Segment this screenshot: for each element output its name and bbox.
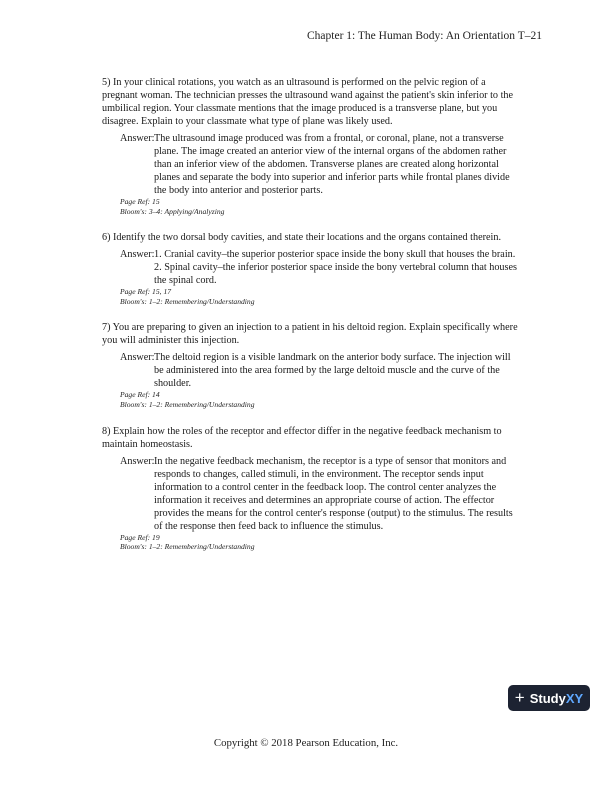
page-ref: Page Ref: 15, 17	[120, 287, 172, 297]
question-list	[102, 76, 522, 567]
question-text: 6) Identify the two dorsal body cavities, and state their locations and the organs contained therein.	[102, 232, 501, 244]
question-item	[102, 231, 522, 306]
answer-text: 2. Spinal cavity–the inferior posterior space inside the bony vertebral column that houses the spinal cord.	[154, 262, 517, 287]
answer-label: Answer:	[120, 249, 155, 261]
plus-icon: +	[514, 688, 525, 707]
question-item	[102, 321, 522, 409]
page-ref: Page Ref: 15	[120, 197, 160, 206]
answer-block	[120, 248, 522, 287]
question-text: 5) In your clinical rotations, you watch as an ultrasound is performed on the pelvic region of a pregnant woman. The technician presses the ultrasound wand against the patient's skin inferior to the umbilical region. Your classmate mentions that the image produced is a transverse plane, but you disagree. Explain to your classmate what type of plane was likely used.	[102, 77, 514, 127]
answer-text: In the negative feedback mechanism, the receptor is a type of sensor that monitors and responds to changes, called stimuli, in the environment. The receptor sends input information to a control center in the feedback loop. The control center analyzes the information it receives and determines an appropriate course of action. The effector provides the means for the control center's response (output) to the stimulus. The results of the response then feed back to influence the stimulus.	[154, 455, 513, 532]
answer-body	[154, 132, 522, 197]
blooms-level: Bloom's: 3–4: Applying/Analyzing	[120, 206, 225, 216]
question-item	[102, 76, 522, 216]
copyright-footer: Copyright © 2018 Pearson Education, Inc.	[213, 737, 399, 749]
page-ref: Page Ref: 19	[120, 532, 160, 542]
answer-label: Answer:	[120, 455, 155, 467]
answer-text: 1. Cranial cavity–the superior posterior space inside the bony skull that houses the brain.	[154, 249, 516, 261]
blooms-level: Bloom's: 1–2: Remembering/Understanding	[120, 296, 255, 306]
page-ref: Page Ref: 14	[120, 390, 160, 400]
brand-accent: XY	[565, 690, 584, 706]
answer-text: The deltoid region is a visible landmark on the anterior body surface. The injection will be administered into the area formed by the large deltoid muscle and the curve of the shoulder.	[154, 352, 511, 390]
answer-text: The ultrasound image produced was from a frontal, or coronal, plane, not a transverse plane. The image created an anterior view of the internal organs of the abdomen rather than an inferior view of the abdomen. Transverse planes are created along horizontal planes and separate the body into superior and inferior parts while frontal planes divide the body into anterior and posterior parts.	[154, 133, 510, 196]
brand-name: Study	[529, 690, 566, 706]
answer-body	[154, 248, 522, 287]
question-item	[102, 425, 522, 552]
answer-block	[120, 132, 522, 197]
answer-label: Answer:	[120, 133, 155, 144]
running-header: Chapter 1: The Human Body: An Orientation T–21	[307, 30, 542, 42]
studyxy-badge[interactable]	[508, 685, 590, 711]
answer-body	[154, 351, 522, 390]
question-text: 8) Explain how the roles of the receptor and effector differ in the negative feedback mechanism to maintain homeostasis.	[102, 425, 502, 450]
answer-body	[154, 455, 522, 533]
answer-label: Answer:	[120, 352, 155, 364]
question-text: 7) You are preparing to given an injection to a patient in his deltoid region. Explain specifically where you will administer this injection.	[102, 322, 518, 347]
answer-block	[120, 455, 522, 533]
answer-block	[120, 351, 522, 390]
blooms-level: Bloom's: 1–2: Remembering/Understanding	[120, 542, 255, 552]
blooms-level: Bloom's: 1–2: Remembering/Understanding	[120, 399, 255, 409]
